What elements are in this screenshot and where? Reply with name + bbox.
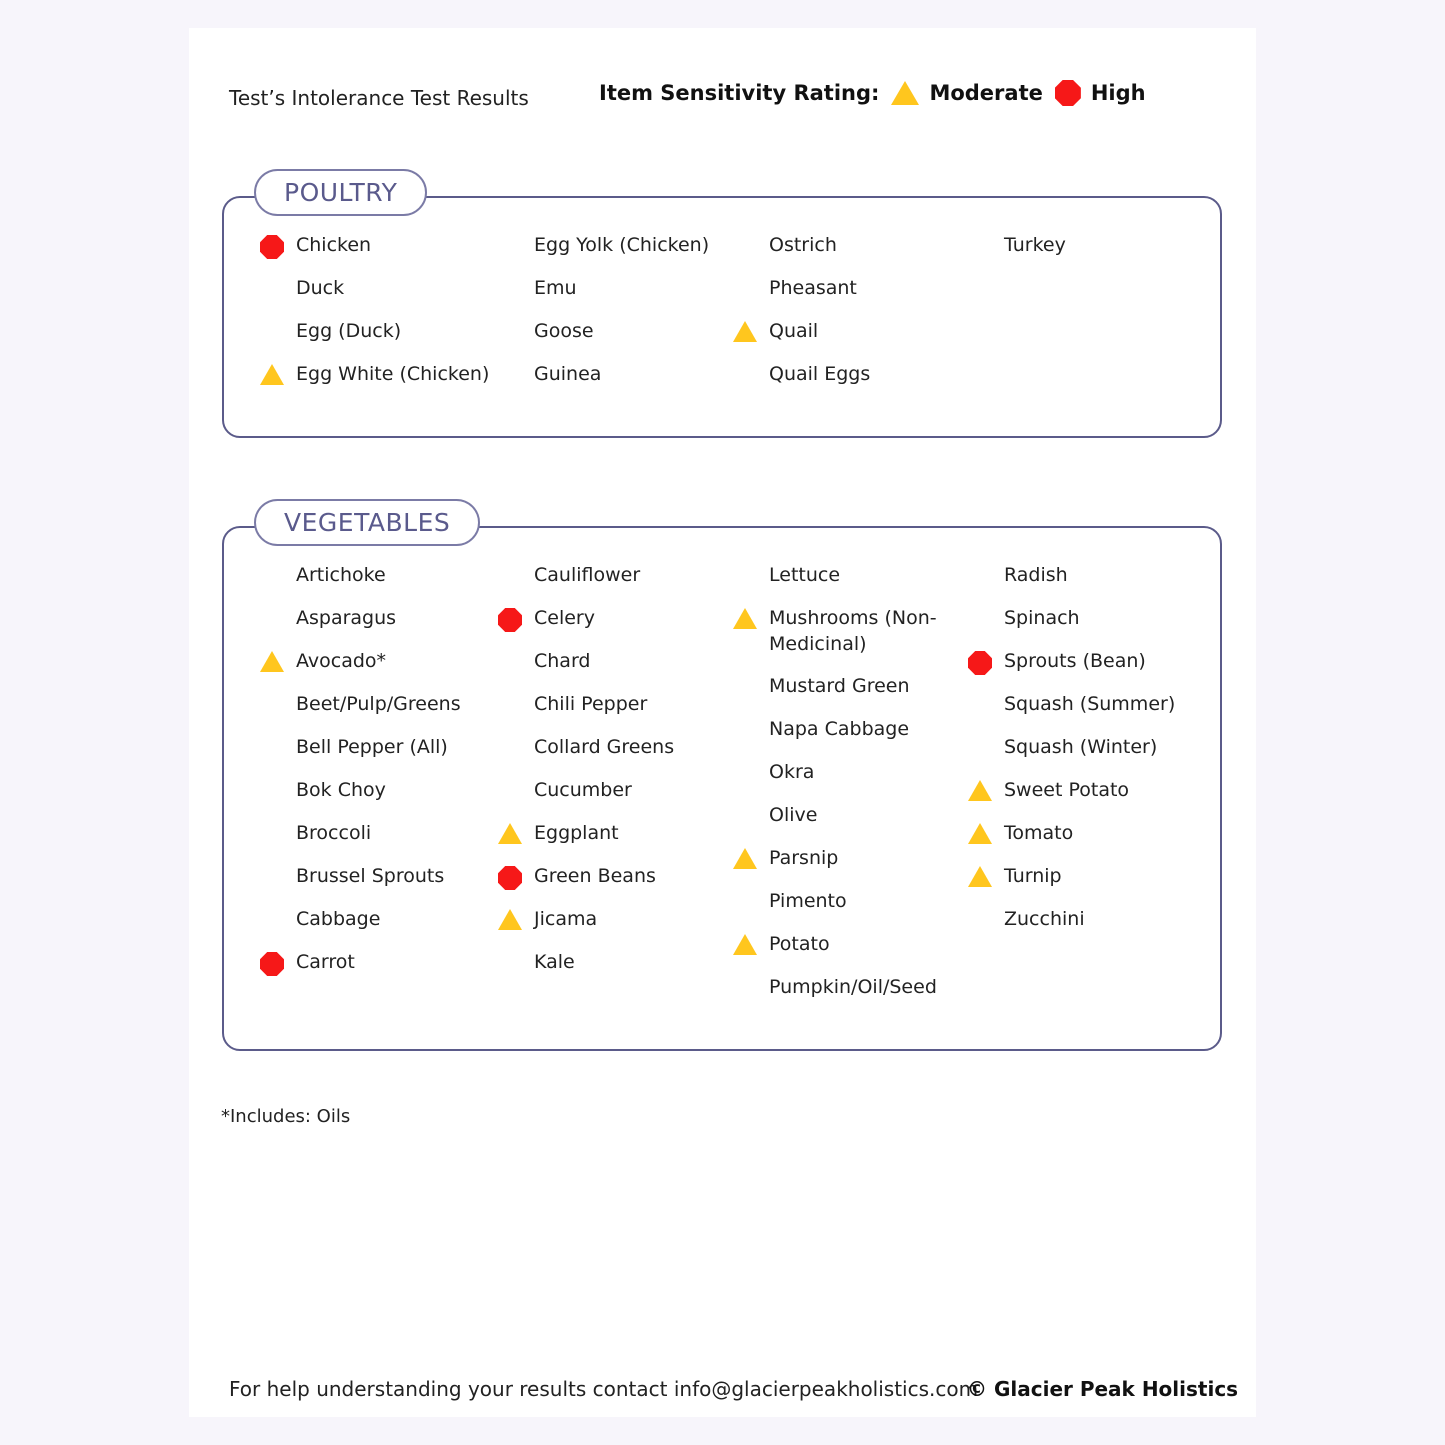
list-item: [296, 777, 521, 820]
item-column: [534, 232, 759, 404]
legend-entry-moderate: [891, 81, 1042, 105]
item-label: Bell Pepper (All): [296, 736, 448, 758]
item-label: Celery: [534, 607, 595, 629]
item-label: Potato: [769, 933, 830, 955]
item-label: Cucumber: [534, 779, 632, 801]
item-label: Okra: [769, 761, 815, 783]
list-item: [296, 691, 521, 734]
item-label: Lettuce: [769, 564, 841, 586]
item-label: Artichoke: [296, 564, 386, 586]
sensitivity-legend: [599, 80, 1146, 106]
item-label: Brussel Sprouts: [296, 865, 445, 887]
list-item: [534, 275, 759, 318]
item-label: Tomato: [1004, 822, 1074, 844]
list-item: [769, 888, 984, 931]
item-label: Carrot: [296, 951, 355, 973]
list-item: [769, 931, 984, 974]
item-label: Pumpkin/Oil/Seed: [769, 976, 937, 998]
list-item: [534, 691, 759, 734]
item-column: [296, 562, 521, 992]
item-label: Sweet Potato: [1004, 779, 1130, 801]
list-item: [296, 863, 521, 906]
item-label: Kale: [534, 951, 575, 973]
list-item: [1004, 734, 1209, 777]
list-item: [534, 906, 759, 949]
item-label: Guinea: [534, 363, 602, 385]
item-label: Quail Eggs: [769, 363, 871, 385]
item-label: Chili Pepper: [534, 693, 648, 715]
list-item: [769, 802, 984, 845]
legend-entry-high: [1055, 80, 1146, 106]
list-item: [296, 232, 521, 275]
list-item: [1004, 562, 1209, 605]
list-item: [296, 318, 521, 361]
list-item: [296, 820, 521, 863]
item-label: Olive: [769, 804, 818, 826]
section-title-vegetables: VEGETABLES: [254, 499, 480, 546]
moderate-triangle-icon: [891, 81, 919, 105]
moderate-triangle-icon: [496, 823, 524, 844]
footer-contact: For help understanding your results contact info@glacierpeakholistics.com: [229, 1377, 979, 1401]
item-column: [1004, 232, 1209, 275]
legend-label: Item Sensitivity Rating:: [599, 81, 880, 105]
high-octagon-icon: [1055, 80, 1081, 106]
item-label: Avocado*: [296, 650, 387, 672]
list-item: [1004, 648, 1209, 691]
item-label: Asparagus: [296, 607, 397, 629]
item-label: Duck: [296, 277, 345, 299]
item-label: Zucchini: [1004, 908, 1085, 930]
item-label: Sprouts (Bean): [1004, 650, 1146, 672]
high-octagon-icon: [258, 952, 286, 976]
list-item: [769, 605, 984, 673]
moderate-triangle-icon: [966, 780, 994, 801]
list-item: [1004, 605, 1209, 648]
page-header: [189, 28, 1256, 148]
item-label: Radish: [1004, 564, 1068, 586]
list-item: [769, 318, 984, 361]
list-item: [296, 562, 521, 605]
poultry-item-grid: [224, 198, 1220, 385]
list-item: [1004, 777, 1209, 820]
item-label: Pimento: [769, 890, 847, 912]
results-page: [189, 28, 1256, 1417]
list-item: [534, 949, 759, 992]
list-item: [534, 820, 759, 863]
list-item: [769, 562, 984, 605]
list-item: [1004, 906, 1209, 949]
moderate-triangle-icon: [731, 848, 759, 869]
list-item: [534, 648, 759, 691]
item-label: Green Beans: [534, 865, 656, 887]
high-octagon-icon: [258, 235, 286, 259]
item-label: Ostrich: [769, 234, 837, 256]
footnote: *Includes: Oils: [221, 1106, 351, 1127]
list-item: [769, 716, 984, 759]
legend-high-label: High: [1090, 81, 1146, 105]
list-item: [296, 906, 521, 949]
item-label: Parsnip: [769, 847, 839, 869]
item-label: Turnip: [1004, 865, 1062, 887]
high-octagon-icon: [496, 866, 524, 890]
section-vegetables: [222, 508, 1222, 1051]
item-label: Eggplant: [534, 822, 619, 844]
item-label: Egg Yolk (Chicken): [534, 234, 710, 256]
list-item: [534, 232, 759, 275]
high-octagon-icon: [966, 651, 994, 675]
item-label: Squash (Summer): [1004, 693, 1176, 715]
item-label: Pheasant: [769, 277, 857, 299]
list-item: [1004, 691, 1209, 734]
item-label: Egg White (Chicken): [296, 363, 490, 385]
item-label: Turkey: [1004, 234, 1066, 256]
list-item: [534, 863, 759, 906]
item-column: [296, 232, 521, 404]
item-column: [1004, 562, 1209, 949]
item-label: Emu: [534, 277, 577, 299]
moderate-triangle-icon: [496, 909, 524, 930]
item-label: Bok Choy: [296, 779, 386, 801]
section-poultry: [222, 178, 1222, 438]
list-item: [296, 734, 521, 777]
moderate-triangle-icon: [731, 934, 759, 955]
legend-moderate-label: Moderate: [929, 81, 1043, 105]
section-title-poultry: POULTRY: [254, 169, 427, 216]
moderate-triangle-icon: [731, 321, 759, 342]
list-item: [1004, 232, 1209, 275]
list-item: [534, 734, 759, 777]
list-item: [296, 605, 521, 648]
vegetables-item-grid: [224, 528, 1220, 998]
item-label: Spinach: [1004, 607, 1080, 629]
list-item: [296, 275, 521, 318]
footer-brand: © Glacier Peak Holistics: [967, 1377, 1239, 1401]
list-item: [534, 361, 759, 404]
item-label: Mustard Green: [769, 675, 910, 697]
list-item: [769, 275, 984, 318]
moderate-triangle-icon: [258, 364, 286, 385]
item-label: Napa Cabbage: [769, 718, 910, 740]
high-octagon-icon: [496, 608, 524, 632]
list-item: [296, 949, 521, 992]
page-title: Test’s Intolerance Test Results: [229, 86, 529, 110]
item-label: Jicama: [534, 908, 598, 930]
list-item: [769, 232, 984, 275]
item-label: Chicken: [296, 234, 372, 256]
item-column: [534, 562, 759, 992]
item-label: Chard: [534, 650, 591, 672]
list-item: [534, 318, 759, 361]
item-label: Egg (Duck): [296, 320, 402, 342]
list-item: [1004, 820, 1209, 863]
item-label: Beet/Pulp/Greens: [296, 693, 461, 715]
moderate-triangle-icon: [731, 608, 759, 629]
list-item: [769, 361, 984, 404]
list-item: [296, 648, 521, 691]
moderate-triangle-icon: [966, 823, 994, 844]
list-item: [534, 777, 759, 820]
item-label: Mushrooms (Non-Medicinal): [769, 607, 937, 655]
list-item: [296, 361, 521, 404]
item-column: [769, 562, 984, 1017]
item-label: Cauliflower: [534, 564, 641, 586]
list-item: [534, 562, 759, 605]
item-column: [769, 232, 984, 404]
item-label: Collard Greens: [534, 736, 675, 758]
list-item: [1004, 863, 1209, 906]
list-item: [534, 605, 759, 648]
moderate-triangle-icon: [966, 866, 994, 887]
list-item: [769, 759, 984, 802]
list-item: [769, 845, 984, 888]
item-label: Goose: [534, 320, 594, 342]
moderate-triangle-icon: [258, 651, 286, 672]
item-label: Quail: [769, 320, 819, 342]
item-label: Cabbage: [296, 908, 381, 930]
item-label: Squash (Winter): [1004, 736, 1158, 758]
item-label: Broccoli: [296, 822, 372, 844]
list-item: [769, 673, 984, 716]
list-item: [769, 974, 984, 1017]
